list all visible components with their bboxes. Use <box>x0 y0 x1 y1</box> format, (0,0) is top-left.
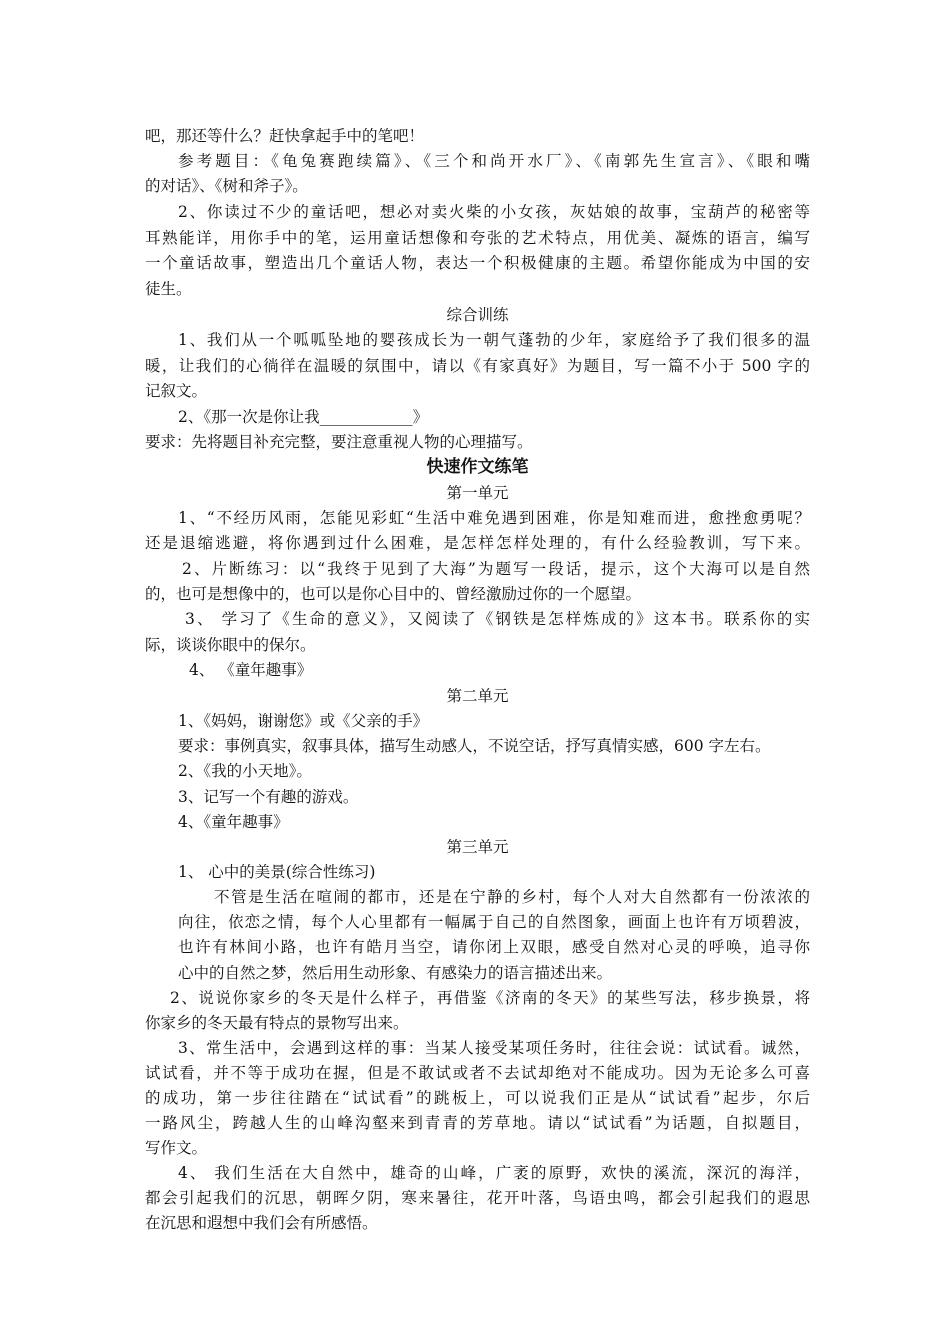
text-line: 4、《童年趣事》 <box>178 813 289 831</box>
text-line: 要求：事例真实，叙事具体，描写生动感人，不说空话，抒写真情实感，600 字左右。 <box>178 737 771 755</box>
unit-heading: 第三单元 <box>446 838 509 856</box>
text-line: 不管是生活在喧闹的都市，还是在宁静的乡村，每个人对大自然都有一份浓浓的 <box>214 888 810 906</box>
unit-heading: 第一单元 <box>446 484 509 502</box>
text-line: 的，也可是想像中的，也可以是你心目中的、曾经激励过你的一个愿望。 <box>145 585 642 603</box>
text-line: 试试看，并不等于成功在握，但是不敢试或者不去试却绝对不能成功。因为无论多么可喜 <box>145 1064 810 1082</box>
text-line: 1、我们从一个呱呱坠地的婴孩成长为一朝气蓬勃的少年，家庭给予了我们很多的温 <box>178 331 810 349</box>
section-heading: 综合训练 <box>446 306 509 324</box>
text-line: 4、 我们生活在大自然中，雄奇的山峰，广袤的原野，欢快的溪流，深沉的海洋， <box>178 1164 810 1182</box>
text-line: 你家乡的冬天最有特点的景物写出来。 <box>145 1014 409 1032</box>
text-line: 吧，那还等什么？赶快拿起手中的笔吧！ <box>145 127 425 145</box>
text-line: 2、《那一次是你让我____________》 <box>178 408 429 426</box>
text-line: 1、“不经历风雨，怎能见彩虹“生活中难免遇到困难，你是知难而进，愈挫愈勇呢？ <box>178 509 810 527</box>
text-line: 写作文。 <box>145 1139 208 1157</box>
text-line: 3、记写一个有趣的游戏。 <box>178 788 359 806</box>
text-line: 也许有林间小路，也许有皓月当空，请你闭上双眼，感受自然对心灵的呼唤，追寻你 <box>178 938 810 956</box>
text-line: 3、常生活中，会遇到这样的事：当某人接受某项任务时，往往会说：试试看。诚然， <box>178 1039 810 1057</box>
text-line: 4、 《童年趣事》 <box>189 661 313 679</box>
text-line: 心中的自然之梦，然后用生动形象、有感染力的语言描述出来。 <box>178 964 613 982</box>
text-line: 参考题目：《龟兔赛跑续篇》、《三个和尚开水厂》、《南郭先生宣言》、《眼和嘴 <box>178 152 810 170</box>
text-line: 1、《妈妈，谢谢您》或《父亲的手》 <box>178 712 429 730</box>
text-line: 向往，依恋之情，每个人心里都有一幅属于自己的自然图象，画面上也许有万顷碧波， <box>178 913 810 931</box>
text-line: 2、《我的小天地》。 <box>178 762 312 780</box>
text-line: 3、 学习了《生命的意义》，又阅读了《钢铁是怎样炼成的》这本书。联系你的实 <box>185 610 810 628</box>
text-line: 2、你读过不少的童话吧，想必对卖火柴的小女孩，灰姑娘的故事，宝葫芦的秘密等 <box>178 203 810 221</box>
text-line: 的对话》、《树和斧子》。 <box>145 177 308 195</box>
text-line: 记叙文。 <box>145 382 208 400</box>
text-line: 一个童话故事，塑造出几个童话人物，表达一个积极健康的主题。希望你能成为中国的安 <box>145 254 810 272</box>
text-line: 徒生。 <box>145 280 192 298</box>
text-line: 耳熟能详，用你手中的笔，运用童话想像和夸张的艺术特点，用优美、凝炼的语言，编写 <box>145 229 810 247</box>
unit-heading: 第二单元 <box>446 687 509 705</box>
text-line: 要求：先将题目补充完整，要注意重视人物的心理描写。 <box>145 433 533 451</box>
text-line: 的成功，第一步往往踏在“试试看”的跳板上，可以说我们正是从“试试看”起步，尔后 <box>145 1089 810 1107</box>
text-line: 在沉思和遐想中我们会有所感悟。 <box>145 1214 378 1232</box>
text-line: 还是退缩逃避，将你遇到过什么困难，是怎样怎样处理的，有什么经验教训，写下来。 <box>145 534 810 552</box>
text-line: 暖，让我们的心徜徉在温暖的氛围中，请以《有家真好》为题目，写一篇不小于 500 字的 <box>145 357 810 375</box>
page-title: 快速作文练笔 <box>426 457 529 477</box>
text-line: 2、片断练习：以“我终于见到了大海”为题写一段话，提示，这个大海可以是自然 <box>182 560 810 578</box>
text-line: 1、 心中的美景(综合性练习) <box>178 863 376 881</box>
text-line: 2、说说你家乡的冬天是什么样子，再借鉴《济南的冬天》的某些写法，移步换景，将 <box>170 989 810 1007</box>
text-line: 际，谈谈你眼中的保尔。 <box>145 636 316 654</box>
text-line: 都会引起我们的沉思，朝晖夕阴，寒来暑往，花开叶落，鸟语虫鸣，都会引起我们的遐思 <box>145 1189 810 1207</box>
text-line: 一路风尘，跨越人生的山峰沟壑来到青青的芳草地。请以“试试看”为话题，自拟题目， <box>145 1114 810 1132</box>
